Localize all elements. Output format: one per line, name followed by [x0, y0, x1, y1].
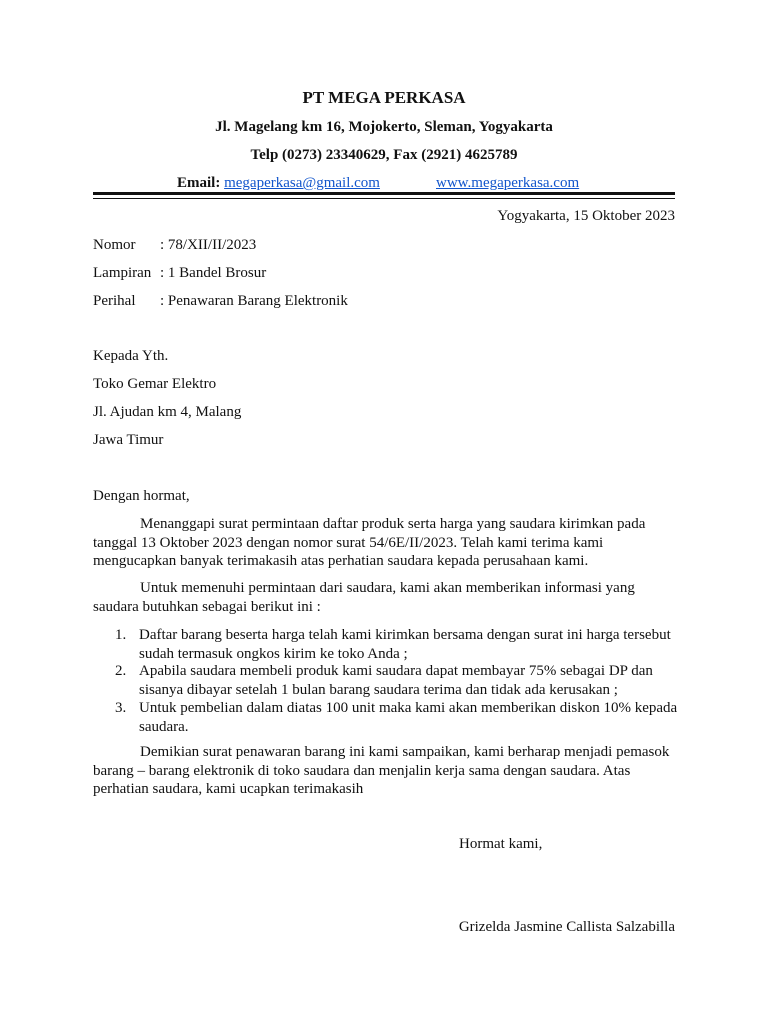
- body-paragraph-2: Untuk memenuhi permintaan dari saudara, kami akan memberikan informasi yang saudara butuhkan sebagai berikut ini :: [93, 580, 635, 615]
- meta-row-nomor: [93, 237, 593, 255]
- signatory-name: Grizelda Jasmine Callista Salzabilla: [458, 919, 675, 935]
- email-label: Email:: [177, 175, 221, 191]
- body-paragraph-3: Demikian surat penawaran barang ini kami sampaikan, kami berharap menjadi pemasok barang – barang elektronik di toko saudara dan menjalin kerja sama dengan saudara. Atas perhatian saudara, kami ucapkan terimakasih: [93, 744, 670, 797]
- meta-value: : Penawaran Barang Elektronik: [160, 293, 348, 309]
- recipient-name: Toko Gemar Elektro: [93, 376, 217, 392]
- closing: Hormat kami,: [459, 836, 543, 852]
- meta-value: : 78/XII/II/2023: [160, 237, 257, 253]
- company-phone: Telp (0273) 23340629, Fax (2921) 4625789: [250, 147, 518, 163]
- meta-row-lampiran: [93, 265, 593, 283]
- body-paragraph-1: Menanggapi surat permintaan daftar produk serta harga yang saudara kirimkan pada tanggal 13 Oktober 2023 dengan nomor surat 54/6E/II/2023. Telah kami terima kami mengucapkan banyak terimakasih atas perhatian saudara kepada perusahaan kami.: [93, 516, 646, 569]
- list-text: Untuk pembelian dalam diatas 100 unit maka kami akan memberikan diskon 10% kepada saudara.: [139, 700, 678, 735]
- meta-label: Perihal: [93, 293, 136, 309]
- recipient-salutation: Kepada Yth.: [93, 348, 169, 364]
- letter-date: Yogyakarta, 15 Oktober 2023: [497, 208, 675, 224]
- recipient-region: Jawa Timur: [93, 432, 164, 448]
- list-text: Daftar barang beserta harga telah kami kirimkan bersama dengan surat ini harga tersebut sudah termasuk ongkos kirim ke toko Anda ;: [139, 627, 671, 662]
- contact-line: [177, 175, 380, 192]
- list-number: 2.: [115, 663, 127, 679]
- email-link[interactable]: megaperkasa@gmail.com: [224, 175, 380, 191]
- meta-value: : 1 Bandel Brosur: [160, 265, 267, 281]
- list-number: 1.: [115, 627, 127, 643]
- list-text: Apabila saudara membeli produk kami saudara dapat membayar 75% sebagai DP dan sisanya dibayar setelah 1 bulan barang saudara terima dan tidak ada kerusakan ;: [139, 663, 653, 698]
- letterhead-divider-thick: [93, 192, 675, 195]
- meta-row-perihal: [93, 293, 593, 311]
- greeting: Dengan hormat,: [93, 488, 190, 504]
- letterhead-divider-thin: [93, 198, 675, 199]
- company-address: Jl. Magelang km 16, Mojokerto, Sleman, Yogyakarta: [215, 119, 553, 135]
- meta-label: Lampiran: [93, 265, 152, 281]
- meta-label: Nomor: [93, 237, 136, 253]
- recipient-street: Jl. Ajudan km 4, Malang: [93, 404, 242, 420]
- company-name: PT MEGA PERKASA: [302, 88, 466, 107]
- website-link[interactable]: www.megaperkasa.com: [436, 175, 580, 191]
- list-number: 3.: [115, 700, 127, 716]
